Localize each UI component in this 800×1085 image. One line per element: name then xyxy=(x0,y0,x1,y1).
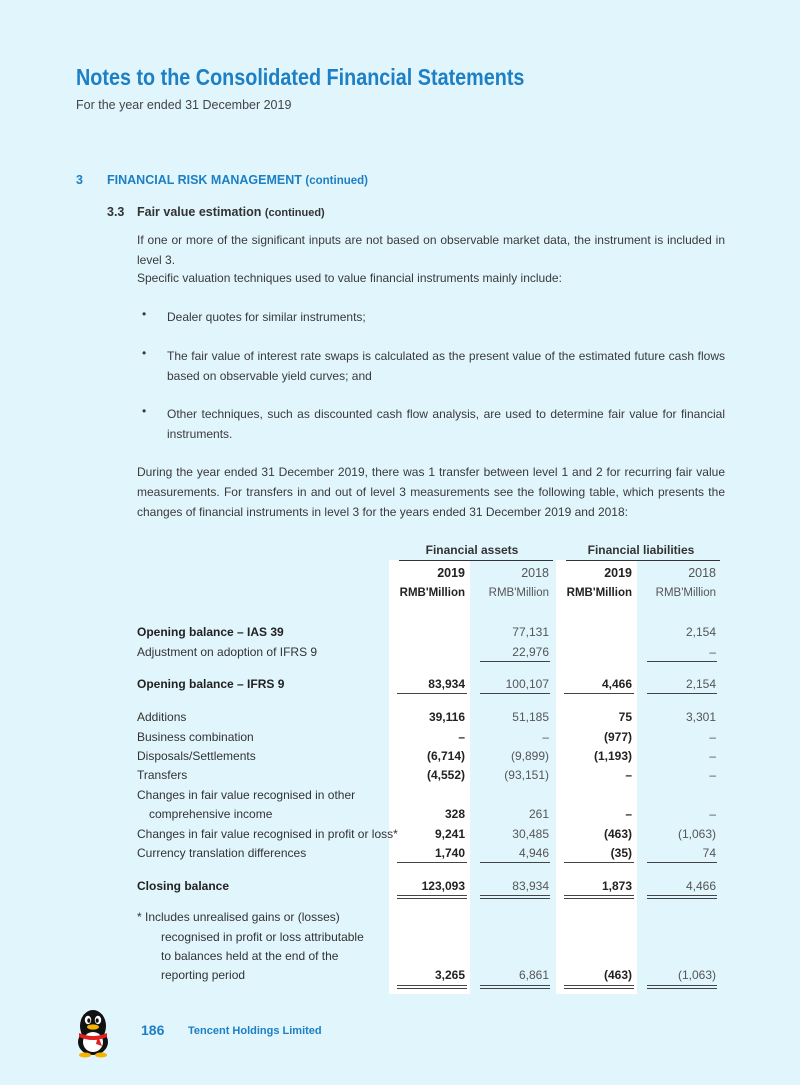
page-title: Notes to the Consolidated Financial Statements xyxy=(76,64,525,90)
row-label-adjustment-ifrs9: Adjustment on adoption of IFRS 9 xyxy=(137,645,318,659)
cell-disposals-a2018: (9,899) xyxy=(510,749,549,763)
rule-currency-a2018 xyxy=(480,862,550,863)
cell-additions-a2019: 39,116 xyxy=(428,710,465,724)
section-number: 3 xyxy=(76,173,83,187)
cell-fvpl-l2018: (1,063) xyxy=(677,827,716,841)
cell-business-a2018: – xyxy=(542,730,549,744)
section-title xyxy=(107,173,368,187)
cell-currency-l2018: 74 xyxy=(702,846,716,860)
cell-opening-ifrs9-l2018: 2,154 xyxy=(685,677,716,691)
cell-opening-ias39-l2018: 2,154 xyxy=(685,625,716,639)
cell-fvpl-a2019: 9,241 xyxy=(434,827,465,841)
cell-transfers-l2018: – xyxy=(709,768,716,782)
double-rule-unrealised-l2019 xyxy=(564,985,634,989)
paragraph-techniques: Specific valuation techniques used to value financial instruments mainly include: xyxy=(137,271,562,285)
cell-transfers-a2018: (93,151) xyxy=(504,768,549,782)
cell-oci-a2019: 328 xyxy=(444,807,465,821)
paragraph-transfers: During the year ended 31 December 2019, there was 1 transfer between level 1 and 2 for recurring fair value measurements. For transfers in and out of level 3 measurements see the following table, which presents the changes of financial instruments in level 3 for the years ended 31 December 2019 and 2018: xyxy=(137,465,725,519)
row-label-disposals: Disposals/Settlements xyxy=(137,749,256,763)
bullet-2-marker: • xyxy=(142,346,147,360)
year-header-liabilities-2019: 2019 xyxy=(604,566,632,580)
bullet-3-text: Other techniques, such as discounted cash flow analysis, are used to determine fair value for financial instruments. xyxy=(167,407,725,441)
section-title-text: FINANCIAL RISK MANAGEMENT xyxy=(107,173,302,187)
cell-additions-l2019: 75 xyxy=(618,710,632,724)
cell-disposals-l2018: – xyxy=(709,749,716,763)
cell-disposals-a2019: (6,714) xyxy=(426,749,465,763)
cell-adjustment-a2018: 22,976 xyxy=(512,645,549,659)
row-label-oci-line2: comprehensive income xyxy=(149,807,273,821)
cell-additions-a2018: 51,185 xyxy=(512,710,549,724)
subsection-number: 3.3 xyxy=(107,205,125,219)
row-label-opening-ias39: Opening balance – IAS 39 xyxy=(137,625,284,639)
rule-adjustment-a2018 xyxy=(480,661,550,662)
rule-opening-l2018 xyxy=(647,693,717,694)
cell-fvpl-a2018: 30,485 xyxy=(512,827,549,841)
row-label-currency: Currency translation differences xyxy=(137,846,307,860)
cell-oci-a2018: 261 xyxy=(528,807,549,821)
cell-currency-l2019: (35) xyxy=(610,846,632,860)
cell-transfers-l2019: – xyxy=(625,768,632,782)
cell-currency-a2019: 1,740 xyxy=(434,846,465,860)
group-rule-liabilities xyxy=(566,560,720,561)
row-label-additions: Additions xyxy=(137,710,187,724)
footnote-line3: to balances held at the end of the xyxy=(161,949,339,963)
rule-opening-a2018 xyxy=(480,693,550,694)
bullet-1-text: Dealer quotes for similar instruments; xyxy=(167,310,366,324)
rule-adjustment-l2018 xyxy=(647,661,717,662)
cell-opening-ifrs9-a2018: 100,107 xyxy=(505,677,549,691)
cell-business-l2018: – xyxy=(709,730,716,744)
double-rule-closing-a2019 xyxy=(397,895,467,899)
cell-unrealised-a2019: 3,265 xyxy=(434,968,465,982)
year-header-liabilities-2018: 2018 xyxy=(688,566,716,580)
group-rule-assets xyxy=(399,560,553,561)
footnote-line4: reporting period xyxy=(161,968,246,982)
rule-opening-a2019 xyxy=(397,693,467,694)
group-header-liabilities: Financial liabilities xyxy=(587,543,695,557)
cell-fvpl-l2019: (463) xyxy=(603,827,632,841)
paragraph-level3: If one or more of the significant inputs are not based on observable market data, the instrument is included in level 3. xyxy=(137,233,725,267)
row-label-transfers: Transfers xyxy=(137,768,188,782)
group-header-assets: Financial assets xyxy=(425,543,519,557)
cell-business-l2019: (977) xyxy=(603,730,632,744)
cell-opening-ias39-a2018: 77,131 xyxy=(512,625,549,639)
cell-currency-a2018: 4,946 xyxy=(518,846,549,860)
rule-currency-l2018 xyxy=(647,862,717,863)
year-header-assets-2018: 2018 xyxy=(521,566,549,580)
rule-opening-l2019 xyxy=(564,693,634,694)
cell-closing-a2018: 83,934 xyxy=(512,879,549,893)
section-continued: (continued) xyxy=(305,175,368,187)
double-rule-unrealised-a2019 xyxy=(397,985,467,989)
cell-additions-l2018: 3,301 xyxy=(685,710,716,724)
cell-unrealised-a2018: 6,861 xyxy=(518,968,549,982)
unit-header-liabilities-2019: RMB'Million xyxy=(566,587,632,599)
double-rule-unrealised-l2018 xyxy=(647,985,717,989)
bullet-1-marker: • xyxy=(142,307,147,321)
cell-oci-l2018: – xyxy=(709,807,716,821)
cell-opening-ifrs9-l2019: 4,466 xyxy=(601,677,632,691)
company-name: Tencent Holdings Limited xyxy=(188,1025,322,1037)
bullet-2-text: The fair value of interest rate swaps is calculated as the present value of the estimated future cash flows based on observable yield curves; and xyxy=(167,349,725,383)
unit-header-assets-2018: RMB'Million xyxy=(488,587,549,599)
cell-unrealised-l2018: (1,063) xyxy=(677,968,716,982)
row-label-oci-line1: Changes in fair value recognised in other xyxy=(137,788,356,802)
cell-closing-l2018: 4,466 xyxy=(685,879,716,893)
cell-business-a2019: – xyxy=(458,730,465,744)
double-rule-unrealised-a2018 xyxy=(480,985,550,989)
cell-oci-l2019: – xyxy=(625,807,632,821)
penguin-logo-icon xyxy=(72,1006,114,1058)
cell-transfers-a2019: (4,552) xyxy=(426,768,465,782)
rule-currency-l2019 xyxy=(564,862,634,863)
rule-currency-a2019 xyxy=(397,862,467,863)
subsection-title-text: Fair value estimation xyxy=(137,205,262,219)
page-number: 186 xyxy=(141,1022,165,1038)
footnote-line1: * Includes unrealised gains or (losses) xyxy=(137,910,340,924)
cell-disposals-l2019: (1,193) xyxy=(593,749,632,763)
cell-closing-a2019: 123,093 xyxy=(421,879,465,893)
double-rule-closing-l2019 xyxy=(564,895,634,899)
footnote-line2: recognised in profit or loss attributable xyxy=(161,930,364,944)
bullet-3-marker: • xyxy=(142,404,147,418)
row-label-opening-ifrs9: Opening balance – IFRS 9 xyxy=(137,677,285,691)
row-label-fvpl: Changes in fair value recognised in profit or loss* xyxy=(137,827,398,841)
cell-opening-ifrs9-a2019: 83,934 xyxy=(428,677,465,691)
double-rule-closing-l2018 xyxy=(647,895,717,899)
cell-unrealised-l2019: (463) xyxy=(603,968,632,982)
unit-header-assets-2019: RMB'Million xyxy=(399,587,465,599)
row-label-business-combination: Business combination xyxy=(137,730,254,744)
cell-adjustment-l2018: – xyxy=(709,645,716,659)
cell-closing-l2019: 1,873 xyxy=(601,879,632,893)
page-subtitle: For the year ended 31 December 2019 xyxy=(76,98,292,112)
unit-header-liabilities-2018: RMB'Million xyxy=(655,587,716,599)
double-rule-closing-a2018 xyxy=(480,895,550,899)
year-header-assets-2019: 2019 xyxy=(437,566,465,580)
subsection-continued: (continued) xyxy=(264,207,325,219)
row-label-closing: Closing balance xyxy=(137,879,230,893)
subsection-title xyxy=(137,205,325,219)
